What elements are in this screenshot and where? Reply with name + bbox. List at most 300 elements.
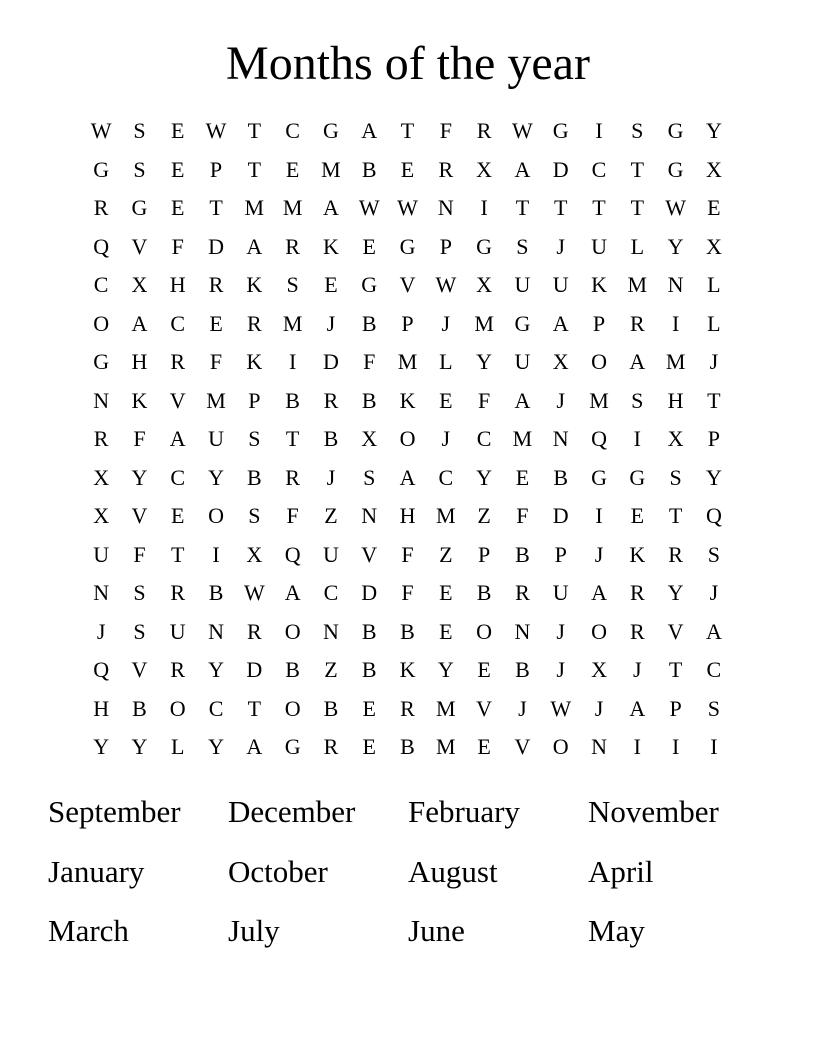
grid-letter: D — [322, 349, 339, 374]
grid-letter: P — [477, 541, 491, 567]
grid-letter: M — [512, 426, 533, 451]
grid-row — [82, 189, 733, 228]
grid-letter: H — [667, 387, 684, 413]
grid-letter: R — [208, 272, 224, 297]
grid-letter: O — [284, 618, 301, 644]
word-list-item: September — [48, 794, 181, 829]
word-list-item: March — [48, 913, 129, 948]
grid-letter: W — [205, 118, 227, 143]
grid-letter: B — [553, 464, 569, 490]
grid-letter: A — [629, 695, 646, 721]
grid-letter: T — [630, 195, 645, 220]
grid-letter: N — [208, 618, 224, 644]
grid-letter: E — [324, 272, 338, 297]
grid-letter: A — [514, 387, 531, 413]
grid-letter: A — [169, 426, 186, 451]
grid-letter: Q — [591, 426, 607, 451]
grid-letter: T — [668, 503, 683, 528]
grid-letter: G — [131, 195, 148, 220]
grid-letter: P — [707, 426, 721, 451]
grid-row — [82, 459, 733, 498]
word-list-item: February — [408, 794, 520, 829]
word-list-item: May — [588, 913, 645, 948]
grid-letter: L — [707, 310, 721, 336]
grid-letter: X — [93, 503, 110, 528]
word-list-item: April — [588, 853, 654, 889]
grid-letter: T — [247, 156, 262, 182]
grid-letter: B — [400, 618, 415, 644]
grid-letter: Z — [324, 503, 338, 528]
grid-letter: P — [248, 387, 261, 413]
grid-letter: M — [665, 349, 686, 374]
grid-letter: M — [397, 349, 418, 374]
grid-letter: S — [363, 464, 376, 490]
grid-letter: G — [399, 233, 416, 259]
grid-letter: S — [133, 580, 146, 605]
grid-letter: Q — [284, 541, 301, 567]
grid-letter: M — [627, 272, 648, 297]
grid-letter: S — [516, 233, 529, 259]
grid-letter: B — [323, 426, 339, 451]
grid-letter: B — [400, 734, 415, 759]
letter-grid — [82, 112, 733, 767]
grid-letter: D — [552, 503, 569, 528]
grid-letter: E — [171, 503, 185, 528]
grid-letter: J — [709, 580, 719, 605]
grid-letter: M — [282, 310, 303, 336]
grid-letter: J — [326, 464, 336, 490]
grid-letter: A — [131, 310, 148, 336]
grid-letter: Y — [667, 233, 684, 259]
grid-letter: U — [552, 580, 569, 605]
grid-letter: V — [131, 233, 148, 259]
grid-letter: F — [477, 387, 491, 413]
grid-letter: E — [400, 156, 415, 182]
grid-letter: Y — [476, 349, 493, 374]
grid-letter: F — [133, 541, 146, 567]
grid-letter: G — [629, 464, 646, 490]
word-list-item: November — [588, 794, 719, 829]
grid-letter: U — [514, 272, 531, 297]
grid-row — [82, 420, 733, 459]
grid-letter: O — [552, 734, 569, 759]
grid-letter: E — [362, 695, 376, 721]
grid-letter: W — [512, 118, 533, 143]
grid-letter: T — [247, 695, 262, 721]
grid-letter: O — [169, 695, 186, 721]
grid-letter: A — [629, 349, 646, 374]
grid-row — [82, 228, 733, 267]
grid-letter: S — [707, 695, 721, 721]
grid-letter: J — [441, 426, 451, 451]
grid-letter: C — [170, 464, 186, 490]
grid-letter: M — [436, 695, 456, 721]
grid-row — [82, 382, 733, 421]
grid-letter: F — [133, 426, 146, 451]
grid-letter: Y — [208, 657, 224, 682]
grid-letter: J — [594, 695, 604, 721]
grid-letter: T — [285, 426, 300, 451]
grid-letter: F — [439, 118, 452, 143]
grid-letter: T — [247, 118, 262, 143]
grid-letter: W — [90, 118, 112, 143]
grid-letter: C — [170, 310, 186, 336]
grid-letter: Y — [437, 657, 454, 682]
grid-letter: V — [131, 503, 148, 528]
grid-letter: V — [169, 387, 186, 413]
grid-letter: E — [285, 156, 300, 182]
grid-letter: C — [706, 657, 722, 682]
grid-letter: X — [552, 349, 569, 374]
grid-letter: I — [480, 195, 488, 220]
grid-letter: X — [705, 156, 722, 182]
grid-letter: E — [707, 195, 721, 220]
grid-letter: Y — [131, 734, 148, 759]
grid-letter: F — [516, 503, 529, 528]
grid-letter: N — [322, 618, 339, 644]
grid-letter: R — [170, 349, 186, 374]
grid-letter: E — [171, 156, 185, 182]
grid-letter: P — [592, 310, 606, 336]
grid-letter: Q — [93, 233, 110, 259]
grid-letter: Y — [93, 734, 110, 759]
word-list-item: August — [408, 853, 498, 889]
grid-letter: E — [171, 118, 185, 143]
grid-letter: T — [707, 387, 721, 413]
grid-letter: N — [437, 195, 454, 220]
grid-letter: N — [93, 580, 110, 605]
grid-letter: R — [285, 233, 300, 259]
grid-letter: P — [554, 541, 567, 567]
grid-letter: V — [514, 734, 531, 759]
grid-letter: S — [631, 387, 644, 413]
grid-letter: R — [246, 618, 262, 644]
grid-letter: A — [246, 233, 263, 259]
grid-letter: I — [671, 734, 680, 759]
grid-letter: C — [285, 118, 300, 143]
grid-letter: W — [435, 272, 457, 297]
grid-letter: Z — [477, 503, 491, 528]
grid-letter: F — [171, 233, 184, 259]
grid-letter: Y — [131, 464, 148, 490]
grid-row — [82, 728, 733, 767]
grid-letter: G — [361, 272, 378, 297]
word-list-item: June — [408, 913, 465, 948]
grid-letter: G — [93, 349, 110, 374]
grid-letter: T — [668, 657, 683, 682]
grid-letter: A — [246, 734, 263, 759]
grid-letter: K — [246, 272, 263, 297]
grid-letter: L — [630, 233, 645, 259]
grid-letter: O — [93, 310, 110, 336]
grid-letter: V — [476, 695, 493, 721]
grid-row — [82, 266, 733, 305]
grid-letter: M — [589, 387, 609, 413]
grid-letter: B — [285, 657, 300, 682]
grid-letter: W — [550, 695, 572, 721]
grid-letter: E — [209, 310, 223, 336]
grid-row — [82, 613, 733, 652]
page-title: Months of the year — [226, 37, 590, 90]
grid-letter: U — [322, 541, 339, 567]
grid-letter: R — [170, 657, 186, 682]
grid-letter: Y — [208, 734, 224, 759]
grid-letter: C — [208, 695, 224, 721]
grid-letter: B — [208, 580, 224, 605]
grid-letter: R — [400, 695, 415, 721]
grid-letter: O — [476, 618, 493, 644]
grid-letter: S — [133, 118, 146, 143]
grid-letter: K — [399, 387, 416, 413]
word-list-item: July — [228, 913, 280, 948]
grid-letter: R — [629, 580, 645, 605]
grid-letter: Z — [324, 657, 338, 682]
grid-letter: E — [477, 734, 491, 759]
grid-letter: N — [591, 734, 607, 759]
grid-letter: C — [438, 464, 454, 490]
grid-row — [82, 112, 733, 151]
grid-letter: B — [246, 464, 262, 490]
grid-letter: T — [171, 541, 185, 567]
grid-letter: S — [248, 426, 261, 451]
grid-letter: T — [515, 195, 530, 220]
grid-letter: R — [323, 734, 339, 759]
grid-letter: W — [665, 195, 686, 220]
grid-letter: I — [633, 734, 641, 759]
grid-letter: P — [439, 233, 452, 259]
grid-letter: A — [514, 156, 531, 182]
grid-letter: A — [591, 580, 607, 605]
grid-letter: K — [399, 657, 416, 682]
grid-letter: V — [399, 272, 416, 297]
grid-row — [82, 151, 733, 190]
word-list-item: October — [228, 853, 328, 889]
grid-letter: X — [705, 233, 722, 259]
grid-letter: M — [436, 734, 456, 759]
grid-letter: M — [244, 195, 265, 220]
grid-letter: I — [633, 426, 641, 451]
grid-letter: J — [633, 657, 642, 682]
grid-letter: S — [248, 503, 261, 528]
grid-letter: S — [669, 464, 682, 490]
grid-letter: Z — [439, 541, 453, 567]
grid-letter: U — [514, 349, 531, 374]
grid-letter: A — [284, 580, 301, 605]
grid-letter: Q — [705, 503, 722, 528]
grid-letter: E — [630, 503, 645, 528]
grid-letter: P — [401, 310, 414, 336]
grid-letter: X — [476, 272, 493, 297]
grid-letter: H — [169, 272, 186, 297]
grid-letter: Q — [93, 657, 110, 682]
grid-letter: B — [476, 580, 492, 605]
grid-letter: R — [246, 310, 262, 336]
grid-letter: A — [322, 195, 339, 220]
grid-letter: E — [477, 657, 491, 682]
grid-letter: B — [361, 156, 377, 182]
grid-letter: C — [476, 426, 492, 451]
grid-letter: B — [361, 657, 377, 682]
grid-letter: N — [93, 387, 110, 413]
grid-letter: T — [209, 195, 223, 220]
grid-letter: N — [552, 426, 569, 451]
grid-letter: B — [515, 541, 530, 567]
grid-letter: C — [323, 580, 339, 605]
grid-letter: W — [397, 195, 418, 220]
grid-letter: S — [133, 156, 146, 182]
grid-letter: B — [361, 387, 377, 413]
grid-letter: X — [361, 426, 378, 451]
grid-letter: G — [284, 734, 301, 759]
grid-letter: Y — [476, 464, 493, 490]
grid-letter: M — [474, 310, 494, 336]
grid-letter: Y — [208, 464, 224, 490]
grid-letter: W — [358, 195, 380, 220]
grid-letter: W — [243, 580, 265, 605]
grid-letter: Y — [705, 118, 722, 143]
grid-letter: K — [591, 272, 607, 297]
grid-letter: M — [436, 503, 456, 528]
word-list-item: December — [228, 794, 356, 829]
grid-letter: G — [667, 118, 684, 143]
grid-letter: X — [667, 426, 684, 451]
grid-letter: B — [361, 618, 377, 644]
grid-letter: R — [93, 426, 109, 451]
grid-letter: K — [629, 541, 646, 567]
grid-letter: K — [322, 233, 339, 259]
grid-letter: U — [552, 272, 569, 297]
grid-letter: J — [556, 233, 565, 259]
grid-letter: N — [667, 272, 684, 297]
grid-letter: M — [321, 156, 341, 182]
grid-letter: U — [169, 618, 186, 644]
grid-letter: E — [515, 464, 530, 490]
grid-letter: M — [206, 387, 226, 413]
grid-letter: O — [399, 426, 416, 451]
grid-letter: L — [439, 349, 453, 374]
grid-letter: O — [284, 695, 301, 721]
grid-letter: J — [556, 657, 565, 682]
grid-letter: C — [93, 272, 109, 297]
grid-letter: G — [514, 310, 531, 336]
grid-letter: V — [667, 618, 684, 644]
grid-row — [82, 497, 733, 536]
grid-letter: R — [285, 464, 300, 490]
grid-letter: O — [208, 503, 224, 528]
grid-letter: F — [209, 349, 223, 374]
grid-letter: J — [96, 618, 106, 644]
grid-letter: I — [595, 503, 603, 528]
grid-letter: B — [323, 695, 339, 721]
grid-letter: I — [710, 734, 718, 759]
grid-letter: U — [93, 541, 110, 567]
grid-letter: S — [286, 272, 299, 297]
grid-letter: G — [591, 464, 607, 490]
grid-letter: E — [362, 233, 376, 259]
grid-letter: J — [556, 387, 565, 413]
grid-letter: B — [361, 310, 377, 336]
grid-letter: E — [439, 387, 453, 413]
grid-letter: B — [132, 695, 147, 721]
grid-letter: J — [518, 695, 527, 721]
grid-letter: A — [552, 310, 569, 336]
grid-letter: I — [288, 349, 297, 374]
grid-letter: F — [401, 541, 414, 567]
grid-letter: D — [208, 233, 224, 259]
grid-letter: J — [441, 310, 451, 336]
grid-letter: I — [671, 310, 680, 336]
grid-letter: O — [591, 618, 607, 644]
grid-letter: Y — [667, 580, 684, 605]
grid-letter: L — [171, 734, 185, 759]
grid-letter: X — [591, 657, 607, 682]
grid-letter: R — [93, 195, 109, 220]
grid-letter: L — [707, 272, 721, 297]
grid-letter: T — [630, 156, 645, 182]
grid-letter: F — [401, 580, 414, 605]
word-list — [48, 782, 768, 961]
grid-letter: X — [476, 156, 493, 182]
grid-letter: C — [591, 156, 607, 182]
grid-letter: B — [515, 657, 530, 682]
grid-letter: D — [246, 657, 263, 682]
grid-letter: K — [246, 349, 263, 374]
grid-letter: Y — [705, 464, 722, 490]
grid-letter: G — [322, 118, 339, 143]
grid-letter: E — [439, 618, 453, 644]
grid-letter: P — [669, 695, 682, 721]
grid-letter: I — [595, 118, 603, 143]
grid-letter: R — [668, 541, 683, 567]
grid-letter: N — [514, 618, 531, 644]
grid-letter: G — [476, 233, 493, 259]
grid-letter: T — [400, 118, 415, 143]
grid-letter: X — [93, 464, 110, 490]
grid-letter: A — [705, 618, 722, 644]
grid-letter: M — [282, 195, 303, 220]
grid-row — [82, 305, 733, 344]
grid-letter: B — [285, 387, 300, 413]
grid-letter: O — [591, 349, 607, 374]
grid-letter: J — [326, 310, 336, 336]
grid-row — [82, 651, 733, 690]
grid-letter: A — [399, 464, 416, 490]
grid-letter: J — [709, 349, 719, 374]
grid-letter: J — [594, 541, 604, 567]
word-list-item: January — [48, 853, 145, 889]
grid-letter: X — [131, 272, 148, 297]
grid-row — [82, 343, 733, 382]
grid-letter: P — [209, 156, 223, 182]
grid-letter: X — [246, 541, 263, 567]
grid-letter: S — [707, 541, 721, 567]
grid-row — [82, 536, 733, 575]
grid-letter: R — [323, 387, 339, 413]
grid-row — [82, 690, 733, 729]
grid-letter: G — [552, 118, 569, 143]
grid-letter: H — [93, 695, 110, 721]
grid-letter: U — [208, 426, 224, 451]
grid-letter: E — [171, 195, 185, 220]
grid-letter: V — [131, 657, 148, 682]
grid-letter: J — [556, 618, 565, 644]
grid-letter: H — [399, 503, 416, 528]
grid-row — [82, 574, 733, 613]
grid-letter: R — [476, 118, 492, 143]
grid-letter: K — [131, 387, 148, 413]
grid-letter: E — [362, 734, 376, 759]
grid-letter: F — [286, 503, 299, 528]
